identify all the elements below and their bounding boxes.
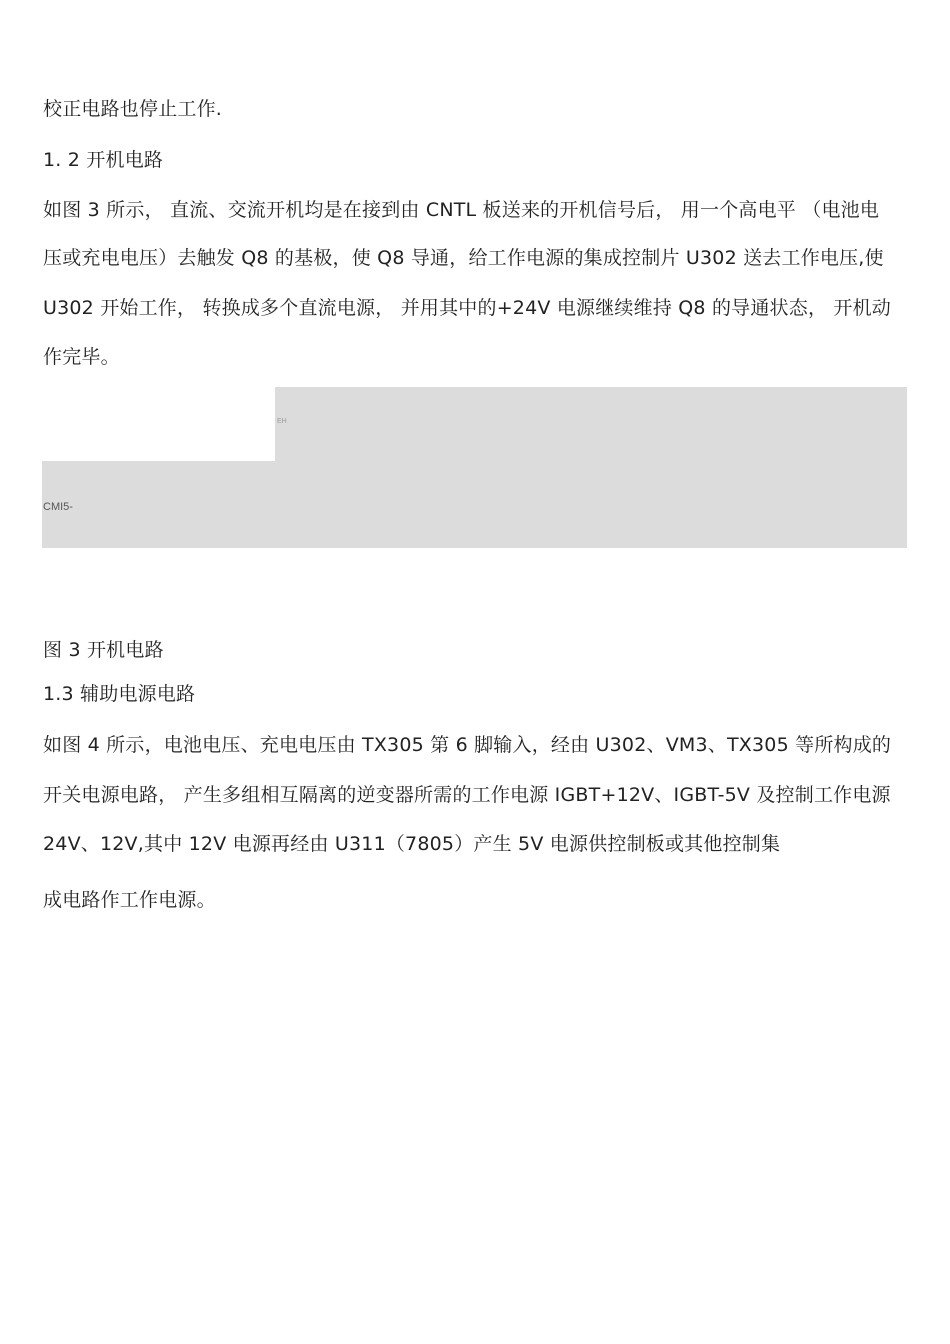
text-line-11: 24V、12V,其中 12V 电源再经由 U311（7805）产生 5V 电源供控制板或其他控制集 — [43, 833, 781, 855]
section-heading-1-2: 1. 2 开机电路 — [43, 149, 164, 171]
figure-image-top — [275, 387, 907, 461]
figure-label: CMI5- — [43, 501, 73, 513]
figure-image-bottom — [42, 461, 907, 548]
text-line-10: 开关电源电路， 产生多组相互隔离的逆变器所需的工作电源 IGBT+12V、IGBT-5V 及控制工作电源 — [43, 784, 891, 806]
text-line-4: 压或充电电压）去触发 Q8 的基极，使 Q8 导通，给工作电源的集成控制片 U302 送去工作电压,使 — [43, 247, 884, 269]
figure-caption: 图 3 开机电路 — [43, 639, 164, 661]
figure-tiny-text: EH — [277, 418, 287, 425]
text-line-12: 成电路作工作电源。 — [43, 889, 216, 911]
text-line-5: U302 开始工作， 转换成多个直流电源， 并用其中的+24V 电源继续维持 Q8 的导通状态， 开机动 — [43, 297, 891, 319]
text-line-6: 作完毕。 — [43, 346, 120, 368]
text-line-1: 校正电路也停止工作. — [43, 98, 223, 120]
figure-image-placeholder — [42, 387, 907, 548]
section-heading-1-3: 1.3 辅助电源电路 — [43, 683, 196, 705]
text-line-9: 如图 4 所示，电池电压、充电电压由 TX305 第 6 脚输入，经由 U302、VM3、TX305 等所构成的 — [43, 734, 892, 756]
text-line-3: 如图 3 所示， 直流、交流开机均是在接到由 CNTL 板送来的开机信号后， 用一个高电平 （电池电 — [43, 199, 880, 221]
